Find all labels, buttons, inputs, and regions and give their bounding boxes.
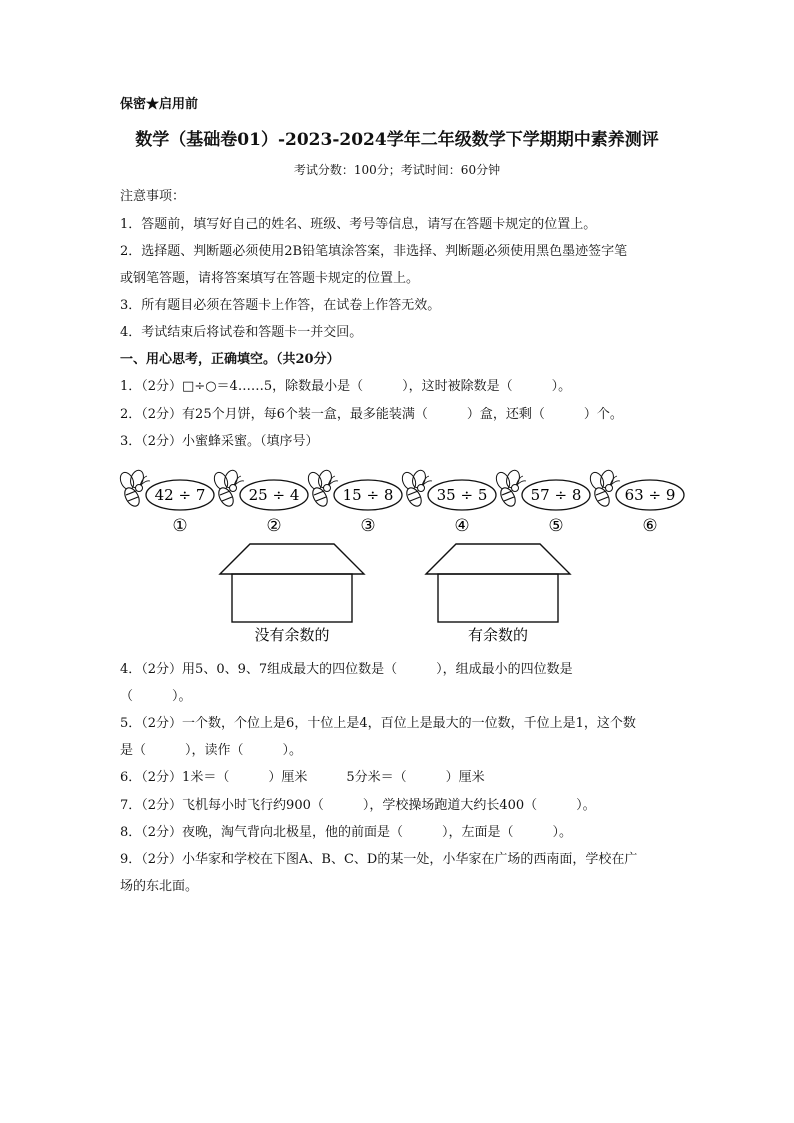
question-6: 6．（2分）1米＝（ ）厘米 5分米＝（ ）厘米	[120, 770, 485, 785]
bee-icon	[118, 468, 150, 508]
bee-figure	[110, 458, 690, 650]
question-2: 2．（2分）有25个月饼，每6个装一盒，最多能装满（ ）盒，还剩（ ）个。	[120, 407, 623, 422]
question-9: 9．（2分）小华家和学校在下图A、B、C、D的某一处，小华家在广场的西南面，学校在广	[120, 852, 638, 867]
house-label-no-remainder: 没有余数的	[254, 626, 330, 644]
bee-number: ⑤	[548, 516, 564, 536]
bee-icon	[588, 468, 620, 508]
bee-expression: 25 ÷ 4	[248, 486, 300, 504]
question-9-cont: 场的东北面。	[120, 879, 199, 894]
bee-6	[588, 468, 684, 536]
question-4-cont: （ ）。	[120, 689, 192, 704]
bee-expression: 57 ÷ 8	[530, 486, 582, 504]
bee-1	[118, 468, 214, 536]
bee-4	[400, 468, 496, 536]
bee-number: ②	[266, 516, 282, 536]
house-with-remainder	[426, 544, 570, 644]
question-7: 7．（2分）飞机每小时飞行约900（ ），学校操场跑道大约长400（ ）。	[120, 798, 596, 813]
bee-icon	[306, 468, 338, 508]
bee-number: ①	[172, 516, 188, 536]
page-title: 数学（基础卷01）-2023-2024学年二年级数学下学期期中素养测评	[135, 130, 659, 150]
notes-heading: 注意事项：	[120, 189, 186, 204]
note-item: 4．考试结束后将试卷和答题卡一并交回。	[120, 325, 363, 340]
question-5-cont: 是（ ），读作（ ）。	[120, 743, 303, 758]
bee-icon	[494, 468, 526, 508]
note-item: 2．选择题、判断题必须使用2B铅笔填涂答案，非选择、判断题必须使用黑色墨迹签字笔	[120, 244, 628, 259]
secret-label: 保密★启用前	[120, 97, 199, 112]
bee-3	[306, 468, 402, 536]
bee-number: ③	[360, 516, 376, 536]
question-1: 1．（2分）□÷○＝4……5，除数最小是（ ），这时被除数是（ ）。	[120, 379, 572, 394]
exam-info: 考试分数：100分；考试时间：60分钟	[293, 163, 501, 177]
bee-5	[494, 468, 590, 536]
note-item: 或钢笔答题，请将答案填写在答题卡规定的位置上。	[120, 271, 420, 286]
bee-icon	[212, 468, 244, 508]
bee-number: ④	[454, 516, 470, 536]
note-item: 1．答题前，填写好自己的姓名、班级、考号等信息，请写在答题卡规定的位置上。	[120, 217, 597, 232]
bee-expression: 35 ÷ 5	[436, 486, 488, 504]
bee-expression: 15 ÷ 8	[342, 486, 394, 504]
house-label-with-remainder: 有余数的	[467, 626, 529, 644]
bee-number: ⑥	[642, 516, 658, 536]
bee-icon	[400, 468, 432, 508]
question-5: 5．（2分）一个数，个位上是6，十位上是4，百位上是最大的一位数，千位上是1，这个数	[120, 716, 636, 731]
bee-expression: 42 ÷ 7	[154, 486, 206, 504]
house-no-remainder	[220, 544, 364, 644]
question-3: 3．（2分）小蜜蜂采蜜。（填序号）	[120, 434, 319, 449]
bee-expression: 63 ÷ 9	[624, 486, 676, 504]
question-8: 8．（2分）夜晚，淘气背向北极星，他的前面是（ ），左面是（ ）。	[120, 825, 573, 840]
section-heading: 一、用心思考，正确填空。（共20分）	[120, 352, 340, 367]
bee-2	[212, 468, 308, 536]
note-item: 3．所有题目必须在答题卡上作答，在试卷上作答无效。	[120, 298, 441, 313]
question-4: 4．（2分）用5、0、9、7组成最大的四位数是（ ），组成最小的四位数是	[120, 662, 573, 677]
